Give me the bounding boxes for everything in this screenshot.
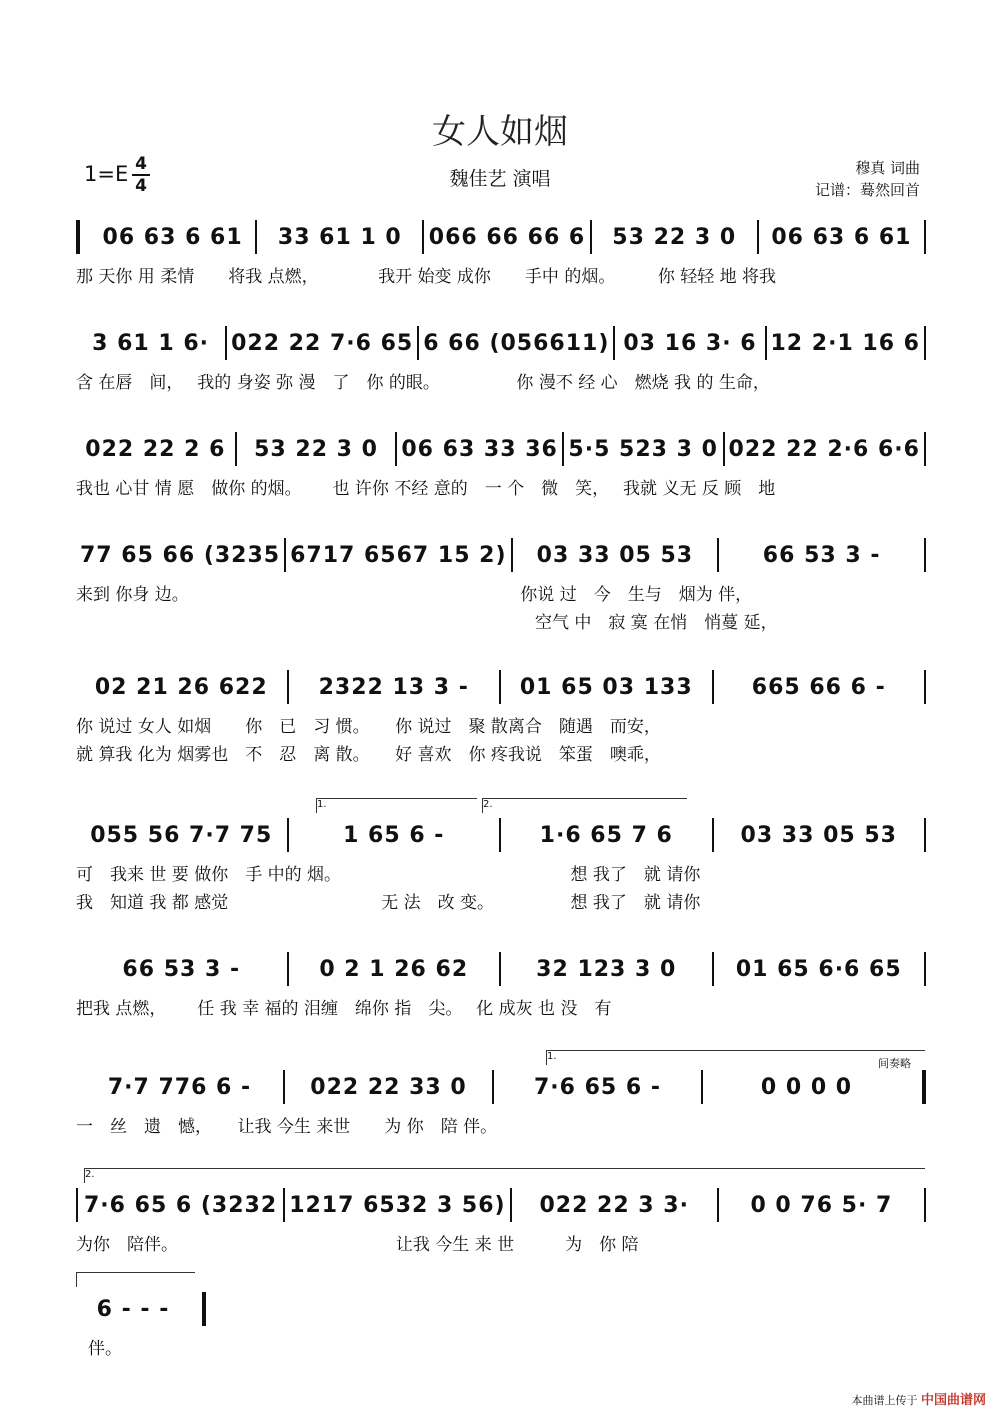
measure: 03 33 05 53 <box>536 542 694 568</box>
site-logo-text[interactable]: 中国曲谱网 <box>920 1393 986 1408</box>
measure: 66 53 3 - <box>122 956 241 982</box>
measure: 32 123 3 0 <box>536 956 677 982</box>
volta-bracket-1 <box>546 1050 925 1065</box>
measure: 12 2·1 16 6 <box>770 330 920 356</box>
measure: 03 33 05 53 <box>740 822 897 848</box>
lyrics-line: 我也 心甘 情 愿 做你 的烟。 也 许你 不经 意的 一 个 微 笑， 我就 义无 反 顾 地 <box>76 479 776 498</box>
volta-bracket-end <box>76 1272 195 1287</box>
lyrics-line-verse-2: 空气 中 寂 寞 在悄 悄蔓 延， <box>76 613 778 632</box>
notes-line <box>76 952 926 986</box>
measure: 022 22 3 3· <box>539 1192 689 1218</box>
upload-note: 本曲谱上传于 <box>851 1394 918 1407</box>
measure: 066 66 66 6 <box>428 224 586 250</box>
measure: 06 63 6 61 <box>102 224 243 250</box>
measure: 3 61 1 6· <box>92 330 209 356</box>
measure: 53 22 3 0 <box>254 436 378 462</box>
lyrics-line: 为你 陪伴。 让我 今生 来 世 为 你 陪 <box>76 1235 639 1254</box>
measure: 06 63 33 36 <box>401 436 558 462</box>
repeat-start-barline <box>76 220 90 254</box>
lyrics-line: 伴。 <box>88 1339 122 1358</box>
score-row-9 <box>76 1169 926 1254</box>
score-row-10 <box>76 1292 206 1358</box>
measure: 03 16 3· 6 <box>623 330 757 356</box>
notes-line <box>76 220 926 254</box>
barline <box>924 432 926 466</box>
score-row-1 <box>76 220 926 286</box>
lyrics-line: 来到 你身 边。 你说 过 今 生与 烟为 伴， <box>76 585 753 604</box>
notes-line <box>76 432 926 466</box>
measure: 0 0 0 0 <box>760 1074 853 1100</box>
notes-line <box>76 538 926 572</box>
barline <box>924 538 926 572</box>
measure: 7·6 65 6 - <box>533 1074 661 1100</box>
lyrics-line: 含 在唇 间， 我的 身姿 弥 漫 了 你 的眼。 你 漫不 经 心 燃烧 我 的 生命， <box>76 373 770 392</box>
score-row-7 <box>76 952 926 1018</box>
measure: 2322 13 3 - <box>318 674 469 700</box>
singer-credit: 魏佳艺 演唱 <box>449 168 551 190</box>
volta-label: 1. <box>547 1051 557 1062</box>
measure: 022 22 33 0 <box>310 1074 467 1100</box>
final-barline <box>190 1292 206 1326</box>
key-signature: 1=E <box>84 162 129 186</box>
measure: 5·5 523 3 0 <box>568 436 718 462</box>
notes-line <box>76 818 926 852</box>
score-row-3 <box>76 432 926 498</box>
repeat-end-barline <box>910 1070 926 1104</box>
lyrics-line: 可 我来 世 要 做你 手 中的 烟。 想 我了 就 请你 <box>76 865 701 884</box>
song-title: 女人如烟 <box>432 112 568 152</box>
measure: 022 22 2 6 <box>85 436 226 462</box>
measure: 1217 6532 3 56) <box>289 1192 506 1218</box>
barline <box>924 952 926 986</box>
volta-bracket-2 <box>482 798 687 813</box>
measure: 6717 6567 15 2) <box>290 542 507 568</box>
volta-label: 1. <box>317 799 327 810</box>
measure: 77 65 66 (3235 <box>80 542 281 568</box>
measure: 01 65 03 133 <box>519 674 693 700</box>
lyrics-line: 你 说过 女人 如烟 你 已 习 惯。 你 说过 聚 散离合 随遇 而安， <box>76 717 661 736</box>
notes-line <box>76 326 926 360</box>
score-row-5 <box>76 670 926 764</box>
measure: 1·6 65 7 6 <box>539 822 673 848</box>
lyrics-line: 一 丝 遗 憾， 让我 今生 来世 为 你 陪 伴。 <box>76 1117 498 1136</box>
measure: 02 21 26 622 <box>94 674 268 700</box>
measure: 53 22 3 0 <box>612 224 737 250</box>
barline <box>924 220 926 254</box>
measure: 7·6 65 6 (3232 <box>84 1192 278 1218</box>
volta-bracket-2 <box>84 1168 925 1183</box>
measure: 6 66 (056611) <box>423 330 610 356</box>
measure: 1 65 6 - <box>343 822 445 848</box>
barline <box>924 1188 926 1222</box>
measure: 7·7 776 6 - <box>107 1074 252 1100</box>
source-footer <box>851 1389 986 1408</box>
lyrics-line: 那 天你 用 柔情 将我 点燃， 我开 始变 成你 手中 的烟。 你 轻轻 地 将我 <box>76 267 777 286</box>
notes-line <box>76 1070 926 1104</box>
barline <box>924 818 926 852</box>
barline <box>924 326 926 360</box>
notes-line <box>76 1188 926 1222</box>
volta-label: 2. <box>85 1169 95 1180</box>
barline <box>924 670 926 704</box>
transcriber-credit: 记谱：蓦然回首 <box>814 181 920 199</box>
measure: 022 22 2·6 6·6 <box>728 436 920 462</box>
score-row-4 <box>76 538 926 632</box>
measure: 33 61 1 0 <box>277 224 402 250</box>
measure: 6 - - - <box>96 1296 170 1322</box>
notes-line <box>76 1292 206 1326</box>
measure: 06 63 6 61 <box>771 224 912 250</box>
measure: 66 53 3 - <box>762 542 881 568</box>
measure: 0 2 1 26 62 <box>319 956 469 982</box>
volta-label: 2. <box>483 799 493 810</box>
measure: 0 0 76 5· 7 <box>750 1192 893 1218</box>
time-signature-top: 4 <box>135 154 147 174</box>
measure: 022 22 7·6 65 <box>231 330 414 356</box>
volta-bracket-1 <box>316 798 477 813</box>
score-row-2 <box>76 326 926 392</box>
lyrics-line-verse-2: 我 知道 我 都 感觉 无 法 改 变。 想 我了 就 请你 <box>76 893 701 912</box>
lyrics-line: 把我 点燃， 任 我 幸 福的 泪缠 绵你 指 尖。 化 成灰 也 没 有 <box>76 999 612 1018</box>
measure: 01 65 6·6 65 <box>735 956 902 982</box>
lyricist-credit: 穆真 词曲 <box>855 159 920 177</box>
time-signature-bottom: 4 <box>135 176 147 196</box>
lyrics-line-verse-2: 就 算我 化为 烟雾也 不 忍 离 散。 好 喜欢 你 疼我说 笨蛋 噢乖， <box>76 745 661 764</box>
interlude-note: 间奏略 <box>878 1057 911 1070</box>
notes-line <box>76 670 926 704</box>
measure: 665 66 6 - <box>751 674 886 700</box>
score-row-6 <box>76 799 926 912</box>
measure: 055 56 7·7 75 <box>90 822 273 848</box>
